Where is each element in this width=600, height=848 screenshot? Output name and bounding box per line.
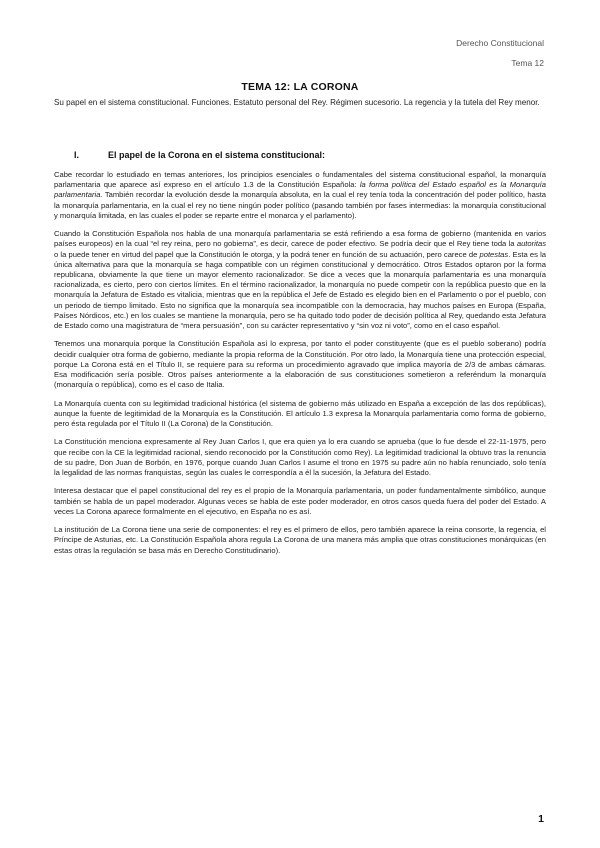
italic-text: la forma política del Estado español es la Monarquía parlamentaria [54, 180, 546, 200]
paragraph [54, 437, 546, 478]
page-title: TEMA 12: LA CORONA [241, 81, 359, 93]
section-number: I. [74, 150, 80, 160]
section-heading [74, 150, 325, 160]
paragraph-text: Tenemos una monarquía porque la Constitución Española así lo expresa, por tanto el poder constituyente (que es el pueblo soberano) podría decidir cualquier otra forma de gobierno, mediante la propia reforma de la Constitución. Por otro lado, la Monarquía tiene una protección especial, porque La Corona está en el Título II, se requiere para su reforma un procedimiento agravado que implica mayoría de 2/3 de ambas cámaras. Esa modificación sería posible. Otros países anteriormente a la elaboración de sus constituciones sometieron a referéndum la monarquía (monarquía o república), como es el caso de Italia. [54, 339, 546, 390]
paragraph-text: La Monarquía cuenta con su legitimidad tradicional histórica (el sistema de gobierno más utilizado en España a excepción de las dos repúblicas), aunque la fuente de legitimidad de la Monarquía es la Constitución. El artículo 1.3 expresa la Monarquía parlamentaria como forma de gobierno, pero ésta regulada por el Título II (La Corona) de la Constitución. [54, 398, 546, 429]
body-text [54, 170, 546, 564]
paragraph-text: Cabe recordar lo estudiado en temas anteriores, los principios esenciales o fundamentales del sistema constitucional español, la monarquía parlamentaria que aparece así expreso en el artículo 1.3 de la Constitución Española: [54, 170, 546, 190]
paragraph [54, 486, 546, 517]
paragraph-text: . Esta es la única alternativa para que la monarquía se haga compatible con un régimen constitucional y democrático. Otros Estados optaron por la forma republicana, obviamente la que tiene un mayor elemento racionalizador. Se dice a veces que la monarquía parlamentaria es una monarquía racionalizada, es cierto, pero con ciertos límites. En el término racionalizador, la monarquía no puede competir con la república puesto que en la monarquía la Jefatura de Estado es vitalicia, mientras que en la república el Jefe de Estado es elegido bien en el Parlamento o por el pueblo, con un periodo de tiempo limitado. Esto no significa que la monarquía sea incompatible con la democracia, hay muchos países en Europa (España, Países Nórdicos, etc.) en los cuales se mantiene la monarquía, pero se ha quitado todo poder de decisión política al Rey, quedando esta Jefatura de Estado como una magistratura de “mera persuasión”, con su carácter representativo y “sin voz ni voto”, como en el caso español. [54, 249, 546, 331]
paragraph [54, 229, 546, 331]
paragraph [54, 170, 546, 221]
paragraph-text: La Constitución menciona expresamente al Rey Juan Carlos I, que era quien ya lo era cuando se aprueba (que lo fue desde el 22-11-1975, pero que recibe con la CE la legitimidad racional, siendo reconocido por la Constitución como Rey). La legitimidad tradicional la obtuvo tras la renuncia de su padre, Don Juan de Borbón, en 1976, porque cuando Juan Carlos I asume el trono en 1975 su padre aún no había renunciado, solo tenía la legalidad de las normas franquistas, según las cuales le correspondía a él la sucesión, la Jefatura del Estado. [54, 437, 546, 478]
paragraph-text: Interesa destacar que el papel constitucional del rey es el propio de la Monarquía parlamentaria, un poder fundamentalmente simbólico, aunque también se habla de un papel moderador. Algunas veces se habla de este poder moderador, en otros casos queda fuera del poder del Estado. A veces La Corona aparece formalmente en el ejecutivo, en España no es así. [54, 486, 546, 516]
topic-summary: Su papel en el sistema constitucional. Funciones. Estatuto personal del Rey. Régimen sucesorio. La regencia y la tutela del Rey menor. [54, 98, 540, 107]
paragraph-text: La institución de La Corona tiene una serie de componentes: el rey es el primero de ellos, pero también aparece la reina consorte, la regencia, el Príncipe de Asturias, etc. La Constitución Española ahora regula La Corona de una manera más amplia que otras constituciones monárquicas (en estas otras la regulación se basa más en Derecho Constitudinario). [54, 525, 546, 555]
paragraph-text: . También recordar la evolución desde la monarquía absoluta, en la cual el rey tenía toda la concentración del poder político, hasta la monarquía parlamentaria, en la cual el rey no tiene ningún poder político (pasando también por fases intermedias: la monarquía constitucional y monarquía limitada, en las cuales el poder se reparte entre el monarca y el parlamento). [54, 190, 546, 220]
header-topic: Tema 12 [511, 58, 544, 68]
paragraph [54, 525, 546, 556]
paragraph [54, 339, 546, 390]
header-subject: Derecho Constitucional [456, 38, 544, 48]
paragraph [54, 399, 546, 430]
paragraph-text: o la puede tener en virtud del papel que la Constitución le otorga, y la podrá tener en función de su actuación, pero carece de [54, 249, 480, 259]
page-number: 1 [538, 813, 544, 825]
italic-text: autoritas [516, 239, 546, 249]
paragraph-text: Cuando la Constitución Española nos habla de una monarquía parlamentaria se está refiriendo a esa forma de gobierno (mantenida en varios países europeos) en la cual “el rey reina, pero no gobierna”, es decir, carece de poder efectivo. Se podría decir que el Rey tiene toda la [54, 229, 546, 249]
italic-text: potestas [479, 249, 509, 259]
section-title: El papel de la Corona en el sistema constitucional: [108, 150, 326, 160]
